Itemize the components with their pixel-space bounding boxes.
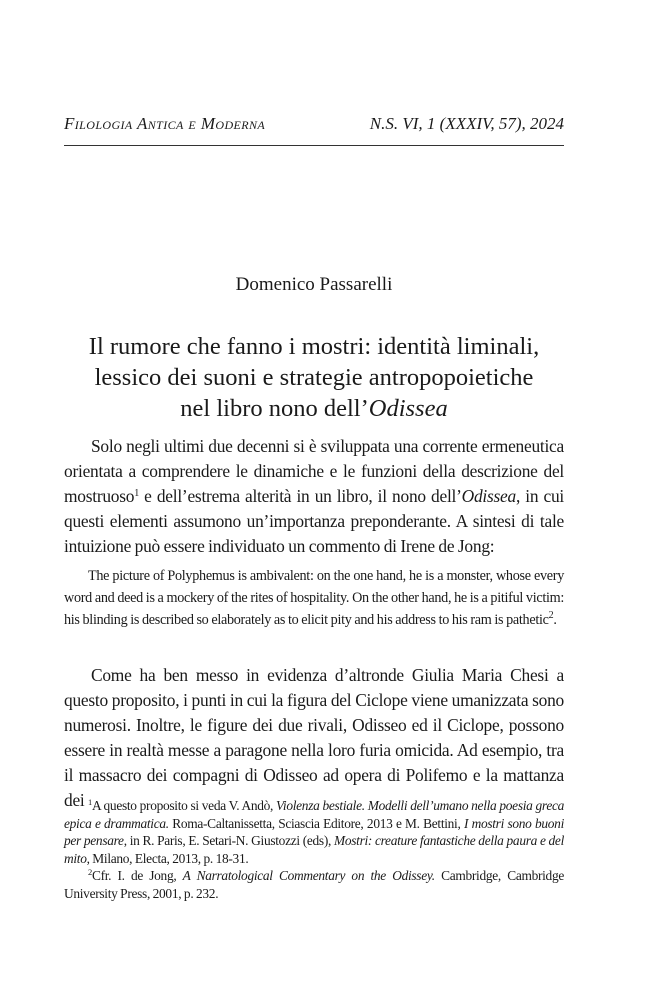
journal-title: Filologia Antica e Moderna <box>64 114 266 133</box>
footnote-2 <box>64 867 564 902</box>
footnote-1-italic-b: I mostri sono buoni per pensare <box>64 815 565 848</box>
footnote-2-text-b: Cambridge, Cambridge University Press, 2001, p. 232. <box>64 868 564 901</box>
footnote-1-text-d: , Milano, Electa, 2013, p. 18-31. <box>86 850 249 866</box>
footnote-2-text-a: Cfr. I. de Jong, <box>91 868 183 883</box>
footnote-1-italic-c: Mostri: creature fantastiche della paura e del mito <box>64 833 564 866</box>
footnote-2-italic-a: A Narratological Commentary on the Odissey. <box>182 868 435 883</box>
title-line-2: lessico dei suoni e strategie antropopoietiche <box>94 364 534 391</box>
footnote-1-number: 1 <box>88 797 92 807</box>
para2-text: Come ha ben messo in evidenza d’altronde Giulia Maria Chesi a questo proposito, i punti in cui la figura del Ciclope viene umanizzata sono numerosi. Inoltre, le figure dei due rivali, Odisseo ed il Ciclope, possono essere in realtà messe a paragone nella loro furia omicida. Ad esempio, tra il massacro dei compagni di Odisseo ad opera di Polifemo e la mattanza dei <box>64 665 564 810</box>
header-rule <box>64 145 564 146</box>
footnote-ref-2[interactable]: 2 <box>548 610 554 621</box>
title-line-1: Il rumore che fanno i mostri: identità liminali, <box>88 333 540 360</box>
block-quote <box>64 565 564 631</box>
issue-info: N.S. VI, 1 (XXXIV, 57), 2024 <box>369 114 564 133</box>
footnote-1-text-b: Roma-Caltanissetta, Sciascia Editore, 2013 e M. Bettini, <box>168 815 464 831</box>
para1-text-a: Solo negli ultimi due decenni si è sviluppata una corrente ermeneutica orientata a comprendere le dinamiche e le funzioni della descrizione del mostruoso <box>64 436 564 506</box>
title-line-3-text: nel libro nono dell’ <box>180 395 369 422</box>
body-paragraph-2 <box>64 663 564 813</box>
author-name: Domenico Passarelli <box>235 274 393 295</box>
footnote-1-text-a: A questo proposito si veda V. Andò, <box>91 798 277 813</box>
title-odissea: Odissea <box>368 395 448 422</box>
footnote-ref-1[interactable]: 1 <box>134 488 139 499</box>
para1-text-b: e dell’estrema alterità in un libro, il nono dell’ <box>138 486 462 506</box>
article-title <box>64 331 564 424</box>
footnote-1 <box>64 797 564 867</box>
footnotes <box>64 797 564 902</box>
running-header <box>64 114 564 134</box>
para1-italic-odissea: Odissea <box>461 486 516 506</box>
footnote-1-italic-a: Violenza bestiale. Modelli dell’umano nella poesia greca epica e drammatica. <box>64 798 565 831</box>
quote-text: The picture of Polyphemus is ambivalent: on the one hand, he is a monster, whose every word and deed is a mockery of the rites of hospitality. On the other hand, he is a pitiful victim: his blinding is described so elaborately as to elicit pity and his address to his ram is pathetic <box>64 568 564 628</box>
footnote-1-text-c: , in R. Paris, E. Setari-N. Giustozzi (eds), <box>123 833 334 848</box>
quote-end: . <box>553 612 557 628</box>
title-line-3 <box>64 393 564 424</box>
para1-text-c: , in cui questi elementi assumono un’importanza preponderante. A sintesi di tale intuizione può essere individuato un commento di Irene de Jong: <box>64 486 564 556</box>
footnote-2-number: 2 <box>88 867 92 877</box>
body-paragraph-1 <box>64 434 564 559</box>
